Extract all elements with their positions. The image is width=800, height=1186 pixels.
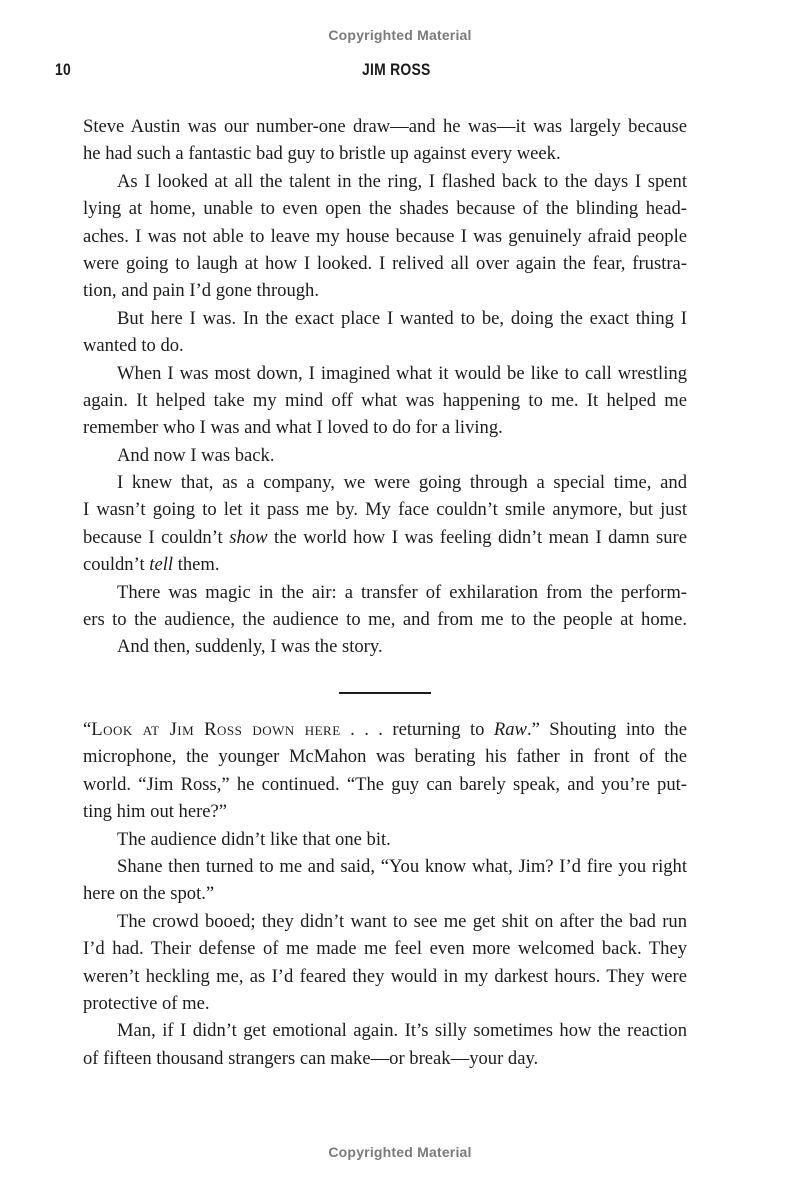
- text-line: The audience didn’t like that one bit.: [117, 828, 391, 850]
- text-line: of fifteen thousand strangers can make—or break—your day.: [83, 1047, 539, 1069]
- text-line: ers to the audience, the audience to me, and from me to the people at home.: [83, 609, 687, 631]
- text-line: When I was most down, I imagined what it would be like to call wrestling: [117, 362, 687, 384]
- small-caps-lead: Look at Jim Ross down here: [91, 719, 341, 740]
- text-line: Man, if I didn’t get emotional again. It’s silly sometimes how the reaction: [117, 1020, 687, 1042]
- text-line: I knew that, as a company, we were going through a special time, and: [117, 472, 687, 494]
- copyright-watermark-bottom: Copyrighted Material: [328, 1144, 472, 1160]
- text-line: world. “Jim Ross,” he continued. “The guy can barely speak, and you’re put-: [83, 773, 687, 795]
- running-title: JIM ROSS: [362, 60, 431, 79]
- text-line: protective of me.: [83, 992, 210, 1014]
- emphasis-raw: Raw: [493, 719, 527, 740]
- text-line: tion, and pain I’d gone through.: [83, 280, 319, 302]
- text-line: lying at home, unable to even open the shades because of the blinding head-: [83, 198, 687, 220]
- text-line: wanted to do.: [83, 335, 184, 357]
- text-line: Steve Austin was our number-one draw—and he was—it was largely because: [83, 116, 687, 137]
- text-line: Shane then turned to me and said, “You know what, Jim? I’d fire you right: [117, 855, 687, 877]
- text-run: couldn’t: [83, 554, 150, 576]
- text-line: ting him out here?”: [83, 801, 228, 823]
- text-run: because I couldn’t: [83, 526, 230, 548]
- copyright-watermark-top: Copyrighted Material: [328, 27, 472, 43]
- text-line: he had such a fantastic bad guy to bristle up against every week.: [83, 143, 561, 165]
- text-line: I’d had. Their defense of me made me feel even more welcomed back. They: [83, 938, 687, 960]
- text-line: were going to laugh at how I looked. I relived all over again the fear, frustra-: [83, 252, 687, 274]
- text-line: As I looked at all the talent in the ring, I flashed back to the days I spent: [117, 170, 687, 192]
- open-quote: “: [83, 719, 92, 740]
- section-break-rule: [339, 692, 431, 694]
- text-line-opening: [83, 716, 687, 743]
- text-line: And then, suddenly, I was the story.: [117, 636, 383, 658]
- text-line: [83, 551, 687, 578]
- text-run: . . . returning to: [340, 719, 494, 740]
- emphasis-tell: tell: [149, 554, 174, 576]
- text-line: weren’t heckling me, as I’d feared they would in my darkest hours. They were: [83, 965, 687, 987]
- text-line: aches. I was not able to leave my house because I was genuinely afraid people: [83, 225, 687, 247]
- text-line: here on the spot.”: [83, 883, 215, 905]
- text-line: But here I was. In the exact place I wanted to be, doing the exact thing I: [117, 307, 687, 329]
- page-number: 10: [55, 60, 72, 79]
- text-line: The crowd booed; they didn’t want to see me get shit on after the bad run: [117, 910, 687, 932]
- text-run: them.: [173, 554, 220, 576]
- text-line: remember who I was and what I loved to do for a living.: [83, 417, 503, 439]
- text-run: .” Shouting into the: [526, 719, 687, 740]
- text-line: There was magic in the air: a transfer of exhilaration from the perform-: [117, 581, 687, 603]
- text-line: And now I was back.: [117, 444, 275, 466]
- emphasis-show: show: [229, 526, 268, 548]
- text-line: [83, 524, 687, 551]
- text-run: the world how I was feeling didn’t mean I damn sure: [267, 526, 687, 548]
- text-line: I wasn’t going to let it pass me by. My face couldn’t smile anymore, but just: [83, 499, 687, 521]
- section-one: [83, 113, 687, 661]
- section-two: [83, 716, 687, 1072]
- text-line: microphone, the younger McMahon was berating his father in front of the: [83, 746, 687, 768]
- text-line: again. It helped take my mind off what was happening to me. It helped me: [83, 389, 687, 411]
